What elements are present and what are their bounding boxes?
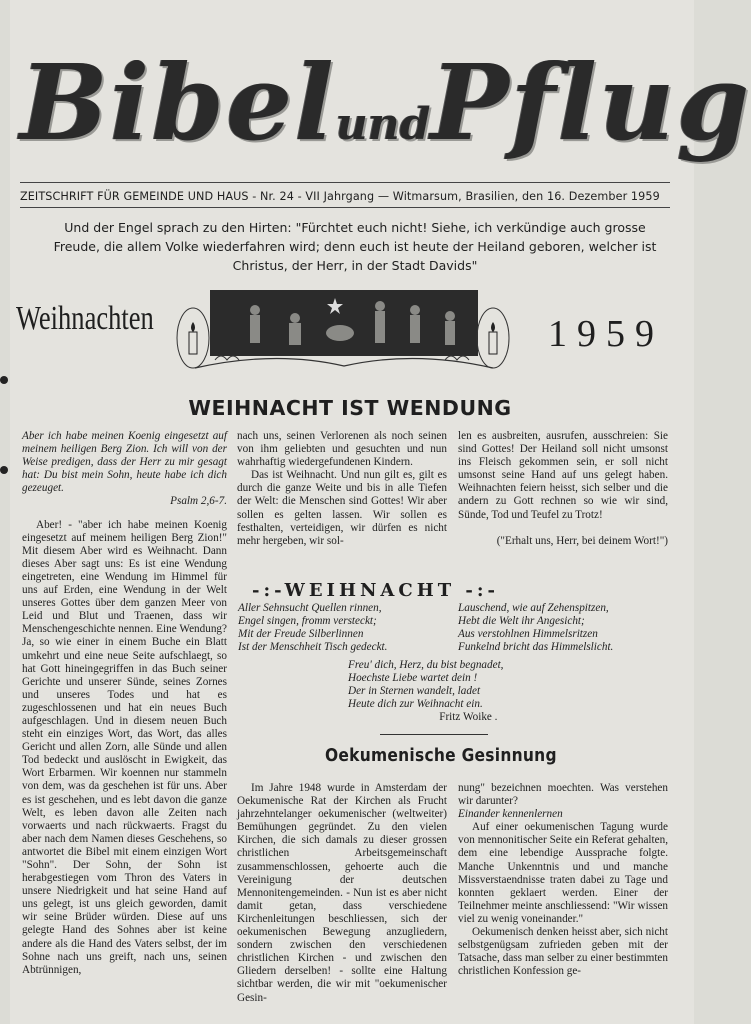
article2-body-2c: Oekumenisch denken heisst aber, sich nicht selbstgenügsam zufrieden geben mit der Tatsache, dass man selber zu einer bestimmten christlichen Konfession ge- (458, 926, 668, 978)
article2-body-2a: nung" bezeichnen moechten. Was verstehen wir darunter? (458, 782, 668, 808)
masthead-word-pflug: Pflug (430, 41, 751, 164)
article-closing-line: ("Erhalt uns, Herr, bei deinem Wort!") (496, 534, 668, 547)
masthead-word-und: und (335, 99, 431, 150)
poem-line: Heute dich zur Weihnacht ein. (348, 698, 483, 710)
poem-line: Lauschend, wie auf Zehenspitzen, (458, 602, 609, 614)
article-headline: WEIHNACHT IST WENDUNG (188, 396, 512, 420)
article2-body-1: Im Jahre 1948 wurde in Amsterdam der Oekumenische Rat der Kirchen als Frucht jahrzehntelanger oekumenischer (weltweiter) Bemühungen gegründet. Zu den vielen Kirchen, die sich damals zu dieser grossen christlichen Arbeitsgemeinschaft zusammenschlossen, gehoerte auch die Vereinigung der deutschen Mennonitengemeinden. - Nun ist es aber nicht damit getan, dass verschiedene Kirchenleitungen beschliessen, sich der oekumenischen Bewegung anzugliedern, sondern zwischen den verschiedenen christlichen Kirchen - und zwischen den Gliedern derselben! - sollte eine Haltung sichtbar werden, die wir mit "oekumenischer Gesin- (237, 782, 447, 1004)
banner-weihnachten: Weihnachten (16, 300, 154, 337)
poem-line: Hebt die Welt ihr Angesicht; (458, 615, 585, 627)
article2-body-2b: Auf einer oekumenischen Tagung wurde von mennonitischer Seite ein Referat gehalten, dem eine lebendige Aussprache folgte. Manche Unkenntnis und und manche Missverstaendnisse traten dabei zu Tage und konnten geklaert werden. Einer der Teilnehmer meinte anschliessend: "Wir wissen viel zu wenig voneinander." (458, 821, 668, 925)
poem-line: Freu' dich, Herz, du bist begnadet, (348, 659, 504, 671)
article2-headline: Oekumenische Gesinnung (325, 745, 557, 766)
article-body-2a: nach uns, seinen Verlorenen als noch seinen von ihm geliebten und gesuchten und nun wahrhaftig wiedergefundenen Kindern. (237, 430, 447, 469)
poem-line: Der in Sternen wandelt, ladet (348, 685, 481, 697)
issue-line: ZEITSCHRIFT FÜR GEMEINDE UND HAUS - Nr. 24 - VII Jahrgang — Witmarsum, Brasilien, den 16. Dezember 1959 (20, 190, 670, 208)
poem-author: Fritz Woike . (439, 711, 498, 723)
scripture-quote: Und der Engel sprach zu den Hirten: "Fürchtet euch nicht! Siehe, ich verkündige auch grosse Freude, die allem Volke wiederfahren wird; denn euch ist heute der Heiland geboren, welcher ist Christus, der Herr, in der Stadt Davids" (53, 220, 657, 273)
poem-line: Engel singen, fromm versteckt; (238, 615, 377, 627)
poem-line: Aus verstohlnen Himmelsritzen (458, 628, 598, 640)
article2-subheading: Einander kennenlernen (458, 808, 563, 821)
poem-line: Mit der Freude Silberlinnen (238, 628, 364, 640)
article-body-2b: Das ist Weihnacht. Und nun gilt es, gilt es durch die ganze Weite und bis in alle Tiefen der Welt: die Menschen sind Gottes! Wir aber sollen es gelten lassen. Wir sollen es festhalten, verteidigen, wir dürfen es nicht mehr hergeben, wir sol- (237, 469, 447, 547)
masthead-word-bibel: Bibel (20, 41, 336, 164)
banner-year: 1959 (548, 313, 664, 355)
poem-line: Aller Sehnsucht Quellen rinnen, (238, 602, 382, 614)
intro-reference: Psalm 2,6-7. (170, 495, 227, 508)
article-body-1: Aber! - "aber ich habe meinen Koenig eingesetzt auf meinem heiligen Berg Zion!" Mit diesem Aber wird es Weihnacht. Dann dieses Aber sagt uns: Es ist eine Wendung eingetreten, eine Wendung im Himmel für uns auf Erden, eine Wendung in der Welt unseres Gottes über dem ganzen Meer von Leid und Blut und Traenen, dass wir Menschengeschichte nennen. Eine Wendung? Ja, so wie einer in einem Buche ein Blatt umkehrt und eine neue Seite aufschlaegt, so hat Gott hineingegriffen in das Buch seiner Gerichte und unserer Sünde, seines Zornes und unseres Todes und hat es zugeschlossenen und hat ein neues Buch aufgeschlagen. Und in diesem neuen Buch steht ein einziges Wort, das Wort, das alles Gericht und allen Zorn, alle Sünde und allen Tod bedeckt und auslöscht in Ewigkeit, das Wort Erbarmen. Wir koennen nur stammeln von dem, was da geschehen ist für uns. Aber es ist geschehen, und es lebt davon die ganze Welt, es leben davon alle Zeiten nach vorwaerts und nach rückwaerts. Fragst du aber nach dem Namen dieses Geschehens, so antwortet die Bibel mit einem einzigen Wort "Sohn". Der Sohn, der Sohn ist herabgestiegen vom Thron des Vaters in unsere Niedrigkeit und hat seine Hand auf uns gelegt, ist uns gleich geworden, damit wir seine Brüder würden. Diese auf uns gelegte Hand des Sohnes aber ist keine andere als die Hand des Vaters selbst, der im Sohne nach uns greift, nach uns, seinen Abtrünnigen, (22, 518, 227, 976)
intro-quote: Aber ich habe meinen Koenig eingesetzt auf meinem heiligen Berg Zion. Ich will von der Weise predigen, dass der Herr zu mir gesagt hat: Du bist mein Sohn, heute habe ich dich gezeuget. (22, 430, 227, 495)
binding-hole (0, 466, 8, 474)
article-body-3a: len es ausbreiten, ausrufen, ausschreien: Sie sind Gottes! Der Heiland soll nicht umsonst ins Fleisch gekommen sein, er soll nicht umsonst seine Hand auf uns gelegt haben. Weihnachten feiern heisst, sich selber und die andern zu Gott rechnen so wie wir sind, Sünde, Tod und Teufel zu Trotz! (458, 430, 668, 521)
poem-title: -:-WEIHNACHT -:- (252, 580, 499, 601)
poem-line: Funkelnd bricht das Himmelslicht. (458, 641, 614, 653)
poem-line: Hoechste Liebe wartet dein ! (348, 672, 478, 684)
poem-line: Ist der Menschheit Tisch gedeckt. (238, 641, 388, 653)
binding-hole (0, 376, 8, 384)
